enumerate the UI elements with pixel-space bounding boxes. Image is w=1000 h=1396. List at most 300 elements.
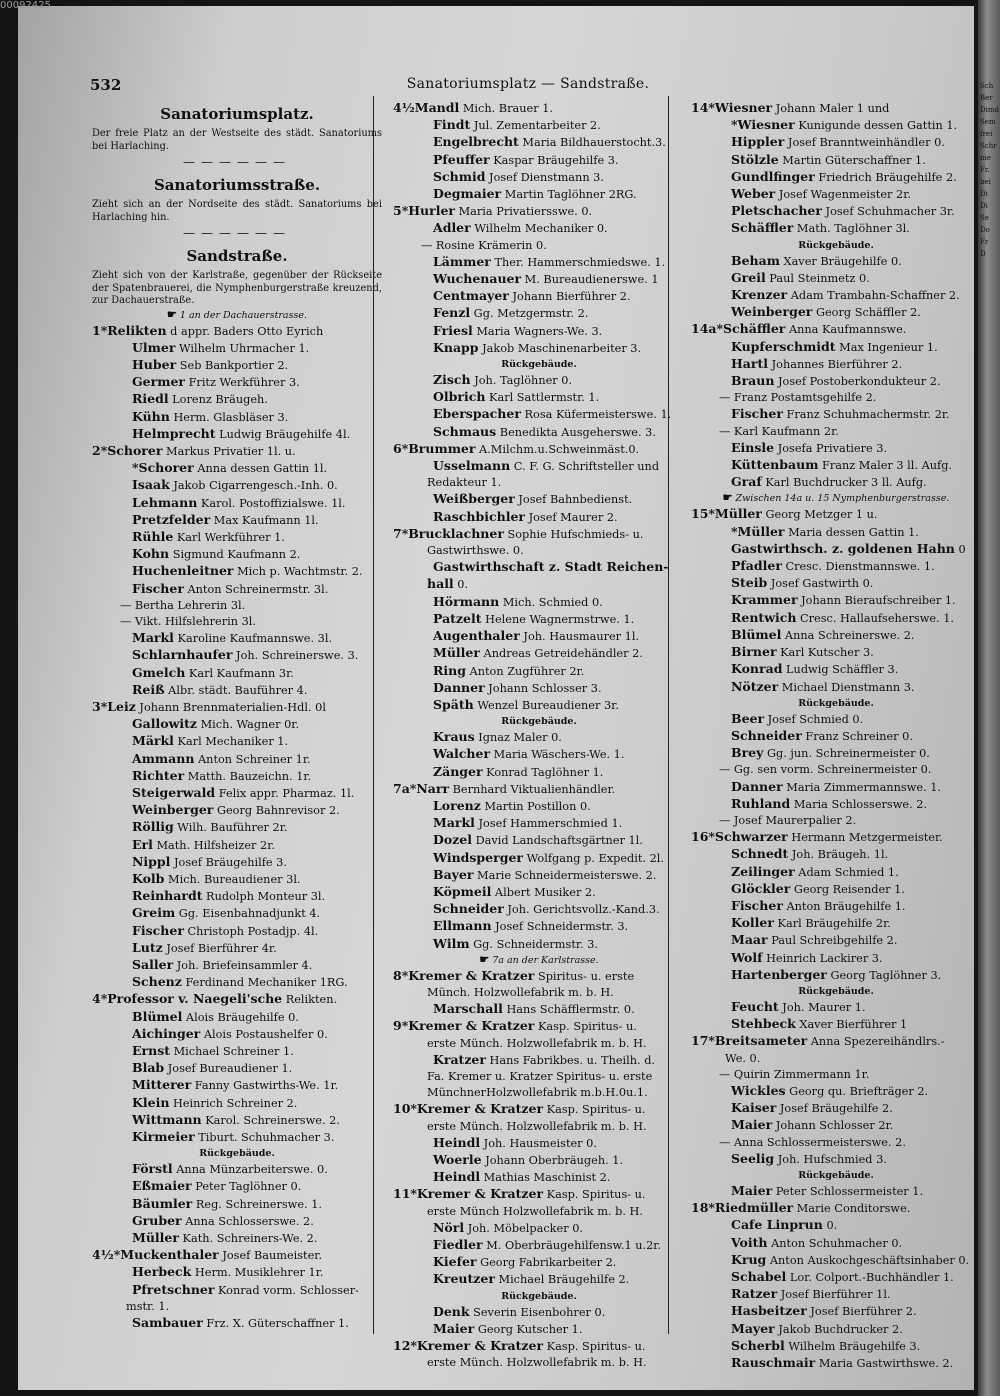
entry-name: 7a*Narr	[393, 780, 450, 796]
entry-details: Gg. Schneidermstr. 3.	[469, 937, 598, 951]
directory-entry	[691, 796, 974, 813]
street-heading: Sanatoriumsstraße.	[153, 176, 321, 194]
entry-name: Reinhardt	[132, 888, 203, 904]
entry-name: Schneider	[433, 901, 504, 917]
entry-details: Joh. Taglöhner 0.	[470, 374, 573, 388]
entry-details: Mich. Bureaudiener 3l.	[164, 873, 301, 886]
directory-entry	[393, 594, 685, 611]
entry-details: Rudolph Monteur 3l.	[202, 890, 326, 904]
entry-details: Gg. jun. Schreinermeister 0.	[763, 747, 930, 761]
entry-details: M. Oberbräugehilfensw.1 u.2r.	[482, 1239, 662, 1252]
entry-name: 16*Schwarzer	[691, 829, 788, 845]
directory-entry	[92, 733, 382, 750]
street-description: Zieht sich an der Nordseite des städt. Sanatoriums bei Harlaching hin.	[92, 199, 382, 223]
entry-details: Joh. Bräugeh. 1l.	[788, 848, 889, 862]
entry-details: Marie Conditorswe.	[793, 1202, 911, 1216]
directory-entry	[92, 529, 382, 546]
archive-id: 00092425	[0, 0, 51, 11]
entry-details: Georg Reisender 1.	[790, 882, 905, 896]
entry-details: erste Münch. Holzwollefabrik m. b. H.	[427, 1119, 647, 1133]
entry-name: Fenzl	[433, 305, 471, 321]
entry-details: Max Ingenieur 1.	[835, 340, 938, 354]
entry-name: Augenthaler	[433, 628, 520, 644]
entry-name: Pletschacher	[731, 203, 822, 219]
entry-details: Anna Kaufmannswe.	[785, 323, 907, 337]
directory-entry	[691, 1117, 974, 1134]
directory-entry	[691, 304, 974, 321]
directory-entry	[393, 1119, 685, 1135]
entry-name: Braun	[731, 373, 775, 389]
directory-entry	[393, 389, 685, 406]
directory-entry	[691, 950, 974, 967]
entry-details: M. Bureaudienerswe. 1	[521, 273, 659, 287]
entry-name: Krenzer	[731, 287, 788, 303]
street-pointer	[393, 953, 685, 968]
entry-details: Josef Bräugehilfe 2.	[776, 1102, 893, 1116]
entry-details: Heinrich Lackirer 3.	[762, 951, 883, 965]
directory-entry	[393, 424, 685, 441]
entry-details: Karl Sattlermstr. 1.	[485, 391, 600, 405]
entry-details: Kasp. Spiritus- u.	[543, 1188, 646, 1202]
entry-name: Mayer	[731, 1320, 775, 1336]
directory-entry	[691, 1135, 974, 1151]
directory-entry	[92, 495, 382, 512]
entry-details: Redakteur 1.	[427, 476, 502, 490]
entry-name: Schäffler	[731, 220, 794, 236]
directory-entry	[393, 781, 685, 798]
entry-details: Anna Schreinerswe. 2.	[781, 628, 915, 642]
entry-name: Wuchenauer	[433, 271, 522, 287]
directory-entry	[691, 1083, 974, 1100]
directory-entry	[393, 1338, 685, 1355]
directory-entry	[691, 253, 974, 270]
directory-entry	[691, 1033, 974, 1050]
entry-details: Maria Privatiersswe. 0.	[455, 205, 593, 219]
entry-name: Walcher	[433, 746, 491, 762]
entry-name: *Müller	[731, 523, 785, 539]
directory-entry	[92, 391, 382, 408]
entry-name: 17*Breitsameter	[691, 1033, 808, 1049]
rear-building-heading: Rückgebäude.	[798, 985, 874, 997]
entry-list	[691, 506, 974, 695]
entry-name: Müller	[132, 1230, 179, 1246]
directory-entry	[92, 837, 382, 854]
entry-name: Kirmeier	[132, 1129, 195, 1145]
entry-details: Paul Schreibgehilfe 2.	[767, 934, 898, 948]
directory-entry	[393, 134, 685, 151]
entry-details: Hans Schäfflermstr. 0.	[502, 1003, 635, 1017]
entry-name: Rentwich	[731, 609, 797, 625]
entry-name: Blab	[132, 1060, 165, 1076]
entry-details: Albr. städt. Bauführer 4.	[164, 683, 308, 697]
entry-name: Bäumler	[132, 1195, 193, 1211]
directory-entry	[92, 477, 382, 494]
entry-list	[393, 372, 685, 714]
rear-building-heading: Rückgebäude.	[798, 239, 874, 251]
entry-details: Joh. Gerichtsvollz.-Kand.3.	[503, 903, 660, 917]
entry-list	[691, 711, 974, 984]
directory-entry	[393, 1186, 685, 1203]
entry-details: Maria dessen Gattin 1.	[784, 525, 919, 539]
entry-name: Nörl	[433, 1219, 465, 1235]
entry-list	[691, 1183, 974, 1372]
entry-details: Josefa Privatiere 3.	[774, 441, 888, 455]
directory-entry	[92, 1077, 382, 1094]
directory-entry	[92, 1178, 382, 1195]
entry-list	[691, 100, 974, 238]
entry-name: Müller	[433, 645, 480, 661]
entry-name: Sambauer	[132, 1315, 203, 1331]
entry-details: Joh. Briefeinsammler 4.	[173, 959, 313, 973]
entry-details: Bernhard Viktualienhändler.	[449, 782, 616, 796]
entry-name: Maier	[433, 1320, 475, 1336]
entry-name: Schenz	[132, 974, 182, 990]
directory-entry	[393, 985, 685, 1001]
directory-entry	[92, 751, 382, 768]
entry-details: Karoline Kaufmannswe. 3l.	[173, 632, 333, 646]
directory-entry	[92, 647, 382, 664]
entry-details: Johann Maler 1 und	[772, 102, 890, 115]
directory-entry	[393, 526, 685, 543]
directory-entry	[393, 764, 685, 781]
directory-entry	[92, 905, 382, 922]
entry-name: Seelig	[731, 1150, 775, 1166]
rear-building-heading: Rückgebäude.	[501, 359, 577, 371]
entry-details: erste Münch Holzwollefabrik m. b. H.	[427, 1204, 643, 1218]
pointing-hand-icon: ☛	[167, 307, 177, 321]
directory-entry	[92, 1009, 382, 1026]
entry-name: Markl	[433, 815, 475, 831]
entry-name: Knapp	[433, 339, 479, 355]
directory-entry	[92, 768, 382, 785]
entry-details: 0	[954, 542, 966, 556]
entry-details: Lor. Colport.-Buchhändler 1.	[786, 1271, 954, 1284]
entry-details: Lorenz Bräugeh.	[168, 393, 268, 407]
entry-details: Fa. Kremer u. Kratzer Spiritus- u. erste	[427, 1069, 653, 1083]
section-separator: ——————	[183, 226, 291, 240]
entry-name: Ring	[433, 662, 466, 678]
entry-details: Tiburt. Schuhmacher 3.	[194, 1131, 335, 1145]
directory-entry	[92, 1026, 382, 1043]
directory-entry	[92, 614, 382, 630]
directory-entry	[92, 1196, 382, 1213]
entry-details: Cresc. Hallaufseherswe. 1.	[796, 611, 955, 625]
entry-name: 6*Brummer	[393, 440, 476, 456]
directory-entry	[393, 406, 685, 423]
entry-name: Ruhland	[731, 795, 791, 811]
entry-details: Joh. Maurer 1.	[778, 1000, 866, 1014]
directory-entry	[691, 711, 974, 728]
entry-details: Felix appr. Pharmaz. 1l.	[215, 786, 355, 800]
entry-name: Patzelt	[433, 610, 482, 626]
entry-details: Heinrich Schreiner 2.	[169, 1096, 298, 1110]
directory-entry	[92, 1060, 382, 1077]
directory-entry	[691, 406, 974, 423]
entry-name: Küttenbaum	[731, 457, 819, 473]
directory-entry	[691, 169, 974, 186]
entry-details: David Landschaftsgärtner 1l.	[471, 834, 643, 848]
entry-name: Kaiser	[731, 1100, 777, 1116]
entry-details: Anton Schreinermstr. 3l.	[183, 582, 329, 596]
entry-name: Ammann	[132, 750, 195, 766]
entry-name: Ratzer	[731, 1286, 778, 1302]
entry-name: Gallowitz	[132, 716, 197, 732]
directory-entry	[691, 1286, 974, 1303]
entry-name: 4½Mandl	[393, 100, 460, 115]
entry-name: Usselmann	[433, 458, 511, 474]
entry-name: Fischer	[132, 580, 184, 596]
entry-name: 14*Wiesner	[691, 100, 773, 115]
entry-name: *Schorer	[132, 460, 194, 476]
directory-entry	[393, 475, 685, 491]
directory-entry	[92, 871, 382, 888]
entry-name: 18*Riedmüller	[691, 1200, 794, 1216]
directory-entry	[691, 186, 974, 203]
entry-details: Johann Bieraufschreiber 1.	[797, 594, 956, 608]
column-2	[393, 100, 685, 1371]
entry-details: Martin Güterschaffner 1.	[778, 153, 926, 167]
page-number: 532	[90, 76, 122, 94]
entry-details: Benedikta Ausgeherswe. 3.	[496, 425, 656, 439]
directory-entry	[393, 543, 685, 559]
entry-name: Wittmann	[132, 1111, 202, 1127]
entry-details: Xaver Bierführer 1	[795, 1018, 908, 1032]
entry-details: Georg Kutscher 1.	[474, 1322, 583, 1336]
entry-details: Peter Taglöhner 0.	[191, 1180, 302, 1194]
entry-details: Karl Kutscher 3.	[776, 646, 874, 660]
directory-entry	[92, 323, 382, 340]
directory-entry	[393, 576, 685, 593]
entry-details: Jakob Cigarrengesch.-Inh. 0.	[169, 479, 338, 493]
directory-entry	[691, 373, 974, 390]
entry-details: — Anna Schlossermeisterswe. 2.	[719, 1135, 906, 1149]
directory-entry	[393, 968, 685, 985]
directory-entry	[691, 1100, 974, 1117]
entry-name: Birner	[731, 644, 777, 660]
entry-details: Georg Bahnrevisor 2.	[213, 804, 340, 818]
entry-name: Schnedt	[731, 846, 789, 862]
entry-name: 5*Hurler	[393, 203, 456, 219]
entry-name: 8*Kremer & Kratzer	[393, 967, 535, 983]
entry-name: Märkl	[132, 733, 174, 749]
entry-details: Josef Wagenmeister 2r.	[775, 188, 911, 202]
entry-details: Paul Steinmetz 0.	[765, 271, 870, 285]
directory-entry	[691, 575, 974, 592]
entry-list	[393, 968, 685, 1289]
entry-details: Wolfgang p. Expedit. 2l.	[523, 851, 665, 865]
entry-details: Joh. Möbelpacker 0.	[464, 1221, 583, 1235]
entry-name: Weinberger	[132, 802, 214, 818]
directory-entry	[92, 716, 382, 733]
directory-entry	[393, 169, 685, 186]
directory-entry	[92, 1247, 382, 1264]
directory-entry	[393, 559, 685, 576]
entry-name: 2*Schorer	[92, 442, 163, 458]
entry-name: Wilm	[433, 935, 470, 951]
entry-list	[92, 323, 382, 1147]
directory-entry	[393, 729, 685, 746]
entry-details: Anna dessen Gattin 1l.	[193, 462, 328, 476]
entry-name: Adler	[433, 220, 471, 236]
entry-list	[92, 1161, 382, 1332]
entry-name: Heindl	[433, 1134, 481, 1150]
directory-entry	[92, 888, 382, 905]
entry-details: Frz. X. Güterschaffner 1.	[202, 1317, 349, 1331]
entry-details: d appr. Baders Otto Eyrich	[166, 324, 324, 338]
entry-name: Zeilinger	[731, 863, 795, 879]
entry-details: Maria Zimmermannswe. 1.	[782, 780, 941, 794]
adjacent-page-text: Sch Ber Dimd Sem frei Schr nie Fr. bei Di Di Se Do Fr D	[980, 82, 999, 258]
entry-details: Ferdinand Mechaniker 1RG.	[181, 976, 348, 990]
entry-name: Fischer	[132, 922, 184, 938]
directory-entry	[393, 1001, 685, 1018]
street-pointer	[92, 308, 382, 323]
entry-name: Pfadler	[731, 558, 782, 574]
directory-entry	[92, 1282, 382, 1299]
directory-entry	[691, 558, 974, 575]
entry-name: 4*Professor v. Naegeli'sche	[92, 991, 283, 1007]
directory-entry	[92, 512, 382, 529]
entry-name: Schlarnhaufer	[132, 647, 233, 663]
entry-name: Förstl	[132, 1161, 173, 1177]
entry-name: Schabel	[731, 1269, 787, 1284]
directory-entry	[691, 1151, 974, 1168]
directory-entry	[393, 117, 685, 134]
entry-name: 11*Kremer & Kratzer	[393, 1186, 544, 1202]
entry-name: Findt	[433, 117, 471, 133]
directory-entry	[691, 627, 974, 644]
directory-entry	[393, 238, 685, 254]
entry-name: Weinberger	[731, 304, 813, 320]
entry-list	[393, 729, 685, 953]
entry-details: Georg Taglöhner 3.	[826, 968, 942, 982]
directory-entry	[393, 901, 685, 918]
entry-details: mstr. 1.	[126, 1299, 170, 1313]
entry-details: Karl Mechaniker 1.	[173, 735, 289, 749]
pointer-text: 1 an der Dachauerstrasse.	[179, 309, 307, 321]
directory-entry	[691, 610, 974, 627]
entry-details: Spiritus- u. erste	[534, 969, 635, 983]
directory-entry	[92, 1315, 382, 1332]
entry-details: Maria Wagners-We. 3.	[472, 324, 603, 338]
entry-details: Ignaz Maler 0.	[474, 731, 562, 745]
directory-entry	[393, 1204, 685, 1220]
entry-name: Schmid	[433, 168, 486, 184]
entry-name: 1*Relikten	[92, 322, 167, 338]
directory-entry	[393, 1321, 685, 1338]
entry-details: Fritz Werkführer 3.	[184, 376, 300, 390]
entry-name: Aichinger	[132, 1025, 201, 1041]
directory-entry	[393, 220, 685, 237]
entry-details: Josef Bierführer 4r.	[162, 941, 277, 955]
entry-name: Bayer	[433, 866, 474, 882]
entry-details: Kunigunde dessen Gattin 1.	[794, 119, 958, 133]
entry-details: Wilhelm Bräugehilfe 3.	[784, 1339, 921, 1353]
directory-entry	[92, 340, 382, 357]
entry-name: Saller	[132, 957, 174, 973]
entry-name: Weber	[731, 186, 776, 202]
directory-entry	[691, 152, 974, 169]
adjacent-page-edge	[978, 0, 1000, 1396]
entry-name: Köpmeil	[433, 883, 492, 899]
entry-details: Josef Maurer 2.	[525, 510, 618, 524]
directory-entry	[92, 785, 382, 802]
entry-name: Kraus	[433, 729, 475, 745]
directory-entry	[691, 134, 974, 151]
directory-entry	[691, 898, 974, 915]
entry-details: Georg Fabrikarbeiter 2.	[476, 1256, 617, 1270]
entry-details: Mich p. Wachtmstr. 2.	[233, 565, 363, 579]
entry-details: Herm. Glasbläser 3.	[169, 410, 289, 424]
entry-details: Joh. Schreinerswe. 3.	[232, 649, 359, 663]
entry-name: Lorenz	[433, 797, 481, 813]
entry-name: Zisch	[433, 372, 471, 388]
entry-list	[393, 1304, 685, 1372]
entry-name: 10*Kremer & Kratzer	[393, 1101, 544, 1117]
street-pointer	[691, 491, 974, 506]
entry-details: Relikten.	[282, 993, 338, 1007]
entry-details: Anton Schreiner 1r.	[194, 752, 311, 766]
entry-details: Markus Privatier 1l. u.	[162, 444, 296, 458]
entry-name: Kratzer	[433, 1051, 486, 1067]
entry-details: — Vikt. Hilfslehrerin 3l.	[120, 614, 257, 628]
column-1	[92, 100, 382, 1332]
entry-name: Glöckler	[731, 880, 791, 896]
entry-details: Maria Schlosserswe. 2.	[790, 797, 928, 811]
entry-details: Hermann Metzgermeister.	[787, 831, 943, 845]
entry-details: Mich. Brauer 1.	[459, 102, 553, 115]
entry-details: Josef Schneidermstr. 3.	[491, 920, 629, 934]
entry-details: Math. Taglöhner 3l.	[793, 222, 910, 236]
entry-name: 3*Leiz	[92, 698, 136, 714]
entry-details: Alois Bräugehilfe 0.	[182, 1010, 299, 1024]
entry-name: Ellmann	[433, 918, 492, 934]
entry-details: Josef Branntweinhändler 0.	[784, 136, 945, 150]
entry-details: Michael Bräugehilfe 2.	[494, 1273, 630, 1287]
entry-details: 0.	[822, 1219, 838, 1233]
directory-entry	[92, 802, 382, 819]
directory-entry	[92, 374, 382, 391]
entry-name: 7*Brucklachner	[393, 525, 504, 541]
directory-entry	[393, 832, 685, 849]
directory-entry	[92, 1095, 382, 1112]
directory-entry	[92, 665, 382, 682]
directory-entry	[393, 918, 685, 935]
directory-entry	[393, 509, 685, 526]
entry-name: Danner	[433, 679, 485, 695]
entry-details: Anna Schlosserswe. 2.	[181, 1214, 314, 1228]
directory-entry	[691, 999, 974, 1016]
street-description: Der freie Platz an der Westseite des städt. Sanatoriums bei Harlaching.	[92, 128, 382, 152]
directory-entry	[393, 186, 685, 203]
entry-details: erste Münch. Holzwollefabrik m. b. H.	[427, 1036, 647, 1050]
entry-details: Mich. Wagner 0r.	[197, 718, 300, 732]
entry-details: erste Münch. Holzwollefabrik m. b. H.	[427, 1356, 647, 1370]
entry-details: — Josef Maurerpalier 2.	[719, 813, 857, 827]
entry-details: Xaver Bräugehilfe 0.	[779, 254, 902, 268]
entry-name: Kolb	[132, 871, 165, 886]
entry-details: Christoph Postadjp. 4l.	[183, 924, 319, 938]
directory-entry	[393, 1237, 685, 1254]
entry-name: Ulmer	[132, 339, 176, 355]
directory-entry	[92, 598, 382, 614]
directory-entry	[393, 271, 685, 288]
entry-details: Reg. Schreinerswe. 1.	[192, 1197, 322, 1211]
entry-details: Josef Dienstmann 3.	[485, 170, 604, 184]
entry-details: Andreas Getreidehändler 2.	[479, 647, 643, 661]
entry-details: — Rosine Krämerin 0.	[421, 238, 547, 252]
entry-details: Max Kaufmann 1l.	[210, 513, 319, 527]
